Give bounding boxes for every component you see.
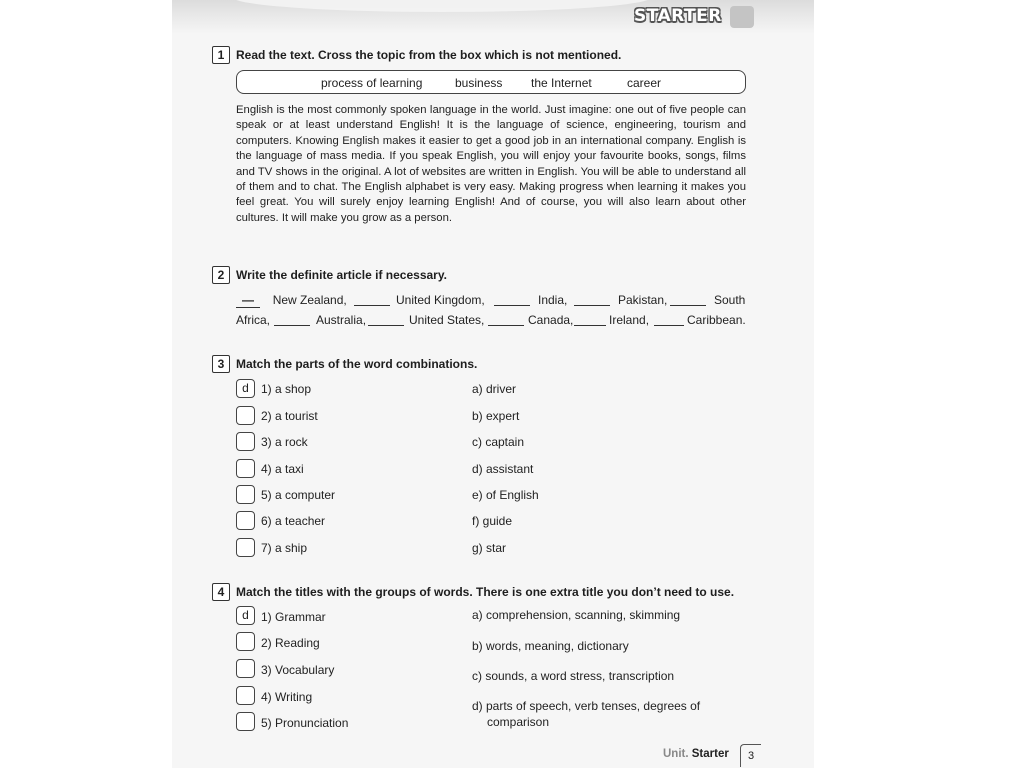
blank-2[interactable]: [354, 293, 390, 309]
exercise-3-number: 3: [212, 355, 230, 373]
match-left-3-3: 3) a rock: [261, 435, 308, 449]
example-answer: —: [236, 293, 260, 308]
page-number: 3: [740, 744, 761, 767]
country-7: United States,: [409, 313, 485, 327]
exercise-1-instruction: Read the text. Cross the topic from the box which is not mentioned.: [236, 48, 622, 62]
exercise-3-instruction: Match the parts of the word combinations.: [236, 357, 478, 371]
match-right-3-b: b) expert: [472, 409, 520, 423]
header-tab: [730, 6, 754, 28]
blank-8[interactable]: [488, 313, 524, 329]
match-right-4-d-cont: comparison: [487, 715, 550, 729]
blank-9[interactable]: [574, 313, 606, 329]
exercise-2-instruction: Write the definite article if necessary.: [236, 268, 447, 282]
answer-box-4-2[interactable]: [236, 632, 255, 651]
match-left-3-1: 1) a shop: [261, 382, 312, 396]
blank-5[interactable]: [670, 293, 706, 309]
answer-box-3-5[interactable]: [236, 485, 255, 504]
topic-3[interactable]: the Internet: [531, 76, 592, 90]
country-3: India,: [538, 293, 568, 307]
topic-4[interactable]: career: [627, 76, 662, 90]
answer-box-4-1[interactable]: d: [236, 606, 255, 625]
match-left-4-5: 5) Pronunciation: [261, 716, 349, 730]
match-right-4-c: c) sounds, a word stress, transcription: [472, 669, 675, 683]
match-right-4-d: d) parts of speech, verb tenses, degrees of: [472, 699, 701, 713]
answer-box-4-4[interactable]: [236, 686, 255, 705]
blank-7[interactable]: [368, 313, 404, 329]
exercise-4-instruction: Match the titles with the groups of words. There is one extra title you don’t need to use.: [236, 585, 735, 599]
topic-2[interactable]: business: [455, 76, 503, 90]
reading-text: English is the most commonly spoken language in the world. Just imagine: one out of five people can speak or at least understand English! It is the language of science, engineering, tourism and computers. Knowing English makes it easier to get a good job in an international company. English is the language of mass media. If you speak English, you will enjoy your favourite books, songs, films and TV shows in the original. A lot of websites are written in English. You will be able to understand all of them and to chat. The English alphabet is very easy. Making progress when learning it makes you feel great. You will surely enjoy learning English! And of course, you will also learn about other cultures. It will make you grow as a person.: [236, 104, 746, 224]
country-10: Caribbean.: [687, 313, 746, 327]
country-5b: Africa,: [236, 313, 271, 327]
topic-box: [236, 70, 746, 94]
match-right-3-f: f) guide: [472, 514, 513, 528]
match-right-3-a: a) driver: [472, 382, 517, 396]
country-1: New Zealand,: [272, 293, 347, 307]
match-left-4-4: 4) Writing: [261, 690, 313, 704]
country-2: United Kingdom,: [396, 293, 485, 307]
match-left-3-7: 7) a ship: [261, 541, 308, 555]
footer-unit: [663, 748, 729, 760]
footer-unit-name: Starter: [691, 748, 729, 760]
exercise-2-number: 2: [212, 266, 230, 284]
blank-3[interactable]: [494, 293, 530, 309]
match-left-4-2: 2) Reading: [261, 636, 320, 650]
answer-box-3-4[interactable]: [236, 459, 255, 478]
match-right-3-g: g) star: [472, 541, 507, 555]
match-right-4-a: a) comprehension, scanning, skimming: [472, 608, 681, 622]
unit-badge: STARTER: [634, 6, 722, 26]
article-line-1: [236, 293, 347, 308]
match-right-3-d: d) assistant: [472, 462, 534, 476]
topic-1[interactable]: process of learning: [321, 76, 423, 90]
blank-10[interactable]: [654, 313, 684, 329]
footer-unit-label: Unit.: [663, 748, 689, 760]
country-9: Ireland,: [609, 313, 650, 327]
country-4: Pakistan,: [618, 293, 668, 307]
match-left-3-6: 6) a teacher: [261, 514, 326, 528]
answer-box-3-7[interactable]: [236, 538, 255, 557]
answer-box-4-5[interactable]: [236, 712, 255, 731]
country-5a: South: [714, 293, 746, 307]
match-left-4-3: 3) Vocabulary: [261, 663, 335, 677]
answer-box-3-1[interactable]: d: [236, 379, 255, 398]
answer-box-4-3[interactable]: [236, 659, 255, 678]
match-left-3-2: 2) a tourist: [261, 409, 318, 423]
answer-box-3-3[interactable]: [236, 432, 255, 451]
match-right-3-e: e) of English: [472, 488, 539, 502]
exercise-1-number: 1: [212, 46, 230, 64]
match-right-3-c: c) captain: [472, 435, 525, 449]
answer-box-3-6[interactable]: [236, 511, 255, 530]
match-left-4-1: 1) Grammar: [261, 610, 326, 624]
blank-4[interactable]: [574, 293, 610, 309]
country-8: Canada,: [528, 313, 574, 327]
exercise-4-number: 4: [212, 583, 230, 601]
match-right-4-b: b) words, meaning, dictionary: [472, 639, 629, 653]
match-left-3-5: 5) a computer: [261, 488, 336, 502]
blank-6[interactable]: [274, 313, 310, 329]
answer-box-3-2[interactable]: [236, 406, 255, 425]
country-6: Australia,: [316, 313, 367, 327]
workbook-page: [172, 0, 814, 768]
match-left-3-4: 4) a taxi: [261, 462, 304, 476]
